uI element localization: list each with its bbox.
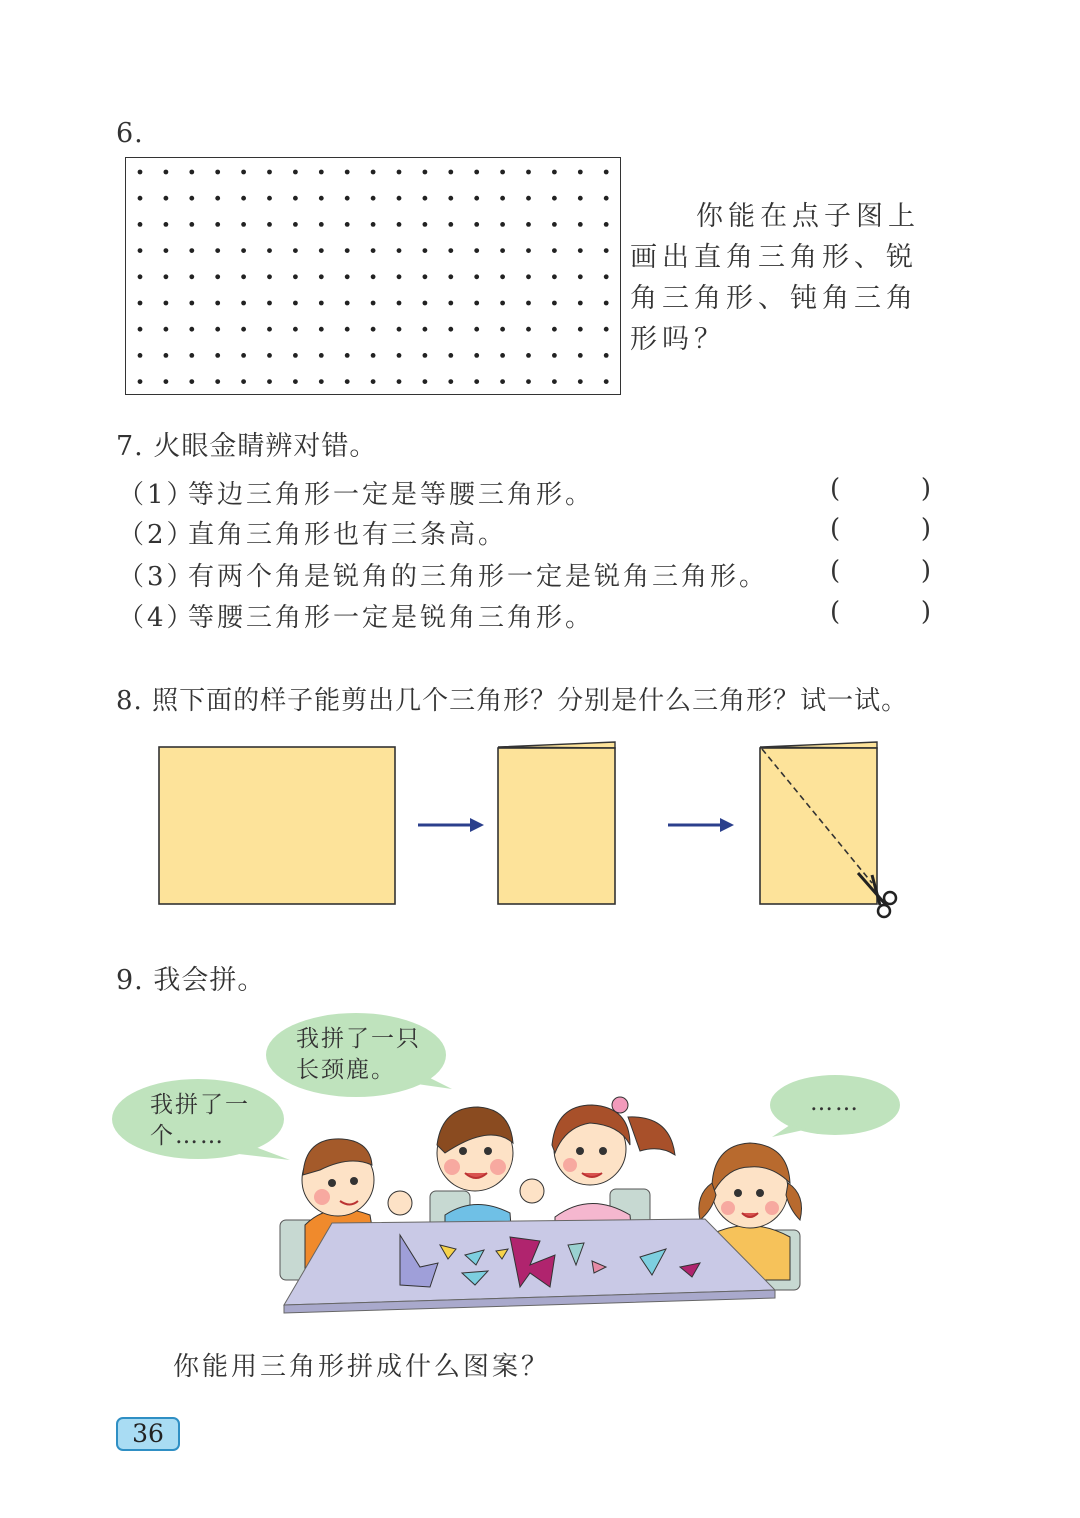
judge-item-2 bbox=[118, 514, 948, 552]
grid-dot bbox=[526, 170, 531, 175]
grid-dot bbox=[293, 222, 298, 227]
grid-dot bbox=[189, 222, 194, 227]
grid-dot bbox=[215, 274, 220, 279]
grid-dot bbox=[448, 379, 453, 384]
grid-dot bbox=[345, 170, 350, 175]
grid-dot bbox=[578, 222, 583, 227]
arrow-icon bbox=[668, 818, 734, 832]
grid-dot bbox=[474, 327, 479, 332]
grid-dot bbox=[474, 301, 479, 306]
grid-dot bbox=[241, 327, 246, 332]
grid-dot bbox=[500, 274, 505, 279]
grid-dot bbox=[293, 327, 298, 332]
grid-dot bbox=[500, 248, 505, 253]
grid-dot bbox=[552, 379, 557, 384]
question-8-title: 8. 照下面的样子能剪出几个三角形？分别是什么三角形？试一试。 bbox=[116, 686, 909, 716]
grid-dot bbox=[164, 379, 169, 384]
grid-dot bbox=[241, 274, 246, 279]
paper-fold-illustration bbox=[150, 735, 930, 925]
grid-dot bbox=[371, 353, 376, 358]
grid-dot bbox=[552, 301, 557, 306]
grid-dot bbox=[474, 379, 479, 384]
grid-dot bbox=[604, 379, 609, 384]
grid-dot bbox=[371, 170, 376, 175]
grid-dot bbox=[215, 301, 220, 306]
grid-dot bbox=[448, 222, 453, 227]
grid-dot bbox=[164, 353, 169, 358]
judge-item-2-text: 直角三角形也有三条高。 bbox=[188, 520, 508, 550]
paren-open: ( bbox=[830, 474, 844, 504]
grid-dot bbox=[604, 196, 609, 201]
paren-open: ( bbox=[830, 597, 844, 627]
grid-dot bbox=[319, 222, 324, 227]
grid-dot bbox=[293, 196, 298, 201]
grid-dot bbox=[319, 170, 324, 175]
grid-dot bbox=[448, 170, 453, 175]
grid-dot bbox=[604, 301, 609, 306]
grid-dot bbox=[604, 274, 609, 279]
grid-dot bbox=[474, 353, 479, 358]
grid-dot bbox=[423, 170, 428, 175]
grid-dot bbox=[423, 327, 428, 332]
question-6-number: 6. bbox=[116, 118, 144, 149]
grid-dot bbox=[526, 274, 531, 279]
folded-paper bbox=[498, 742, 615, 904]
grid-dot bbox=[552, 196, 557, 201]
grid-dot bbox=[448, 248, 453, 253]
grid-dot bbox=[267, 353, 272, 358]
grid-dot bbox=[319, 327, 324, 332]
grid-dot bbox=[293, 274, 298, 279]
grid-dot bbox=[526, 301, 531, 306]
grid-dot bbox=[578, 170, 583, 175]
grid-dot bbox=[552, 353, 557, 358]
grid-dot bbox=[604, 327, 609, 332]
grid-dot bbox=[293, 379, 298, 384]
grid-dot bbox=[319, 248, 324, 253]
girl-pink-shirt bbox=[552, 1097, 675, 1237]
grid-dot bbox=[241, 353, 246, 358]
grid-dot bbox=[345, 196, 350, 201]
grid-dot bbox=[267, 222, 272, 227]
grid-dot bbox=[604, 222, 609, 227]
grid-dot bbox=[423, 379, 428, 384]
grid-dot bbox=[423, 274, 428, 279]
grid-dot bbox=[293, 353, 298, 358]
grid-dot bbox=[215, 196, 220, 201]
grid-dot bbox=[371, 301, 376, 306]
grid-dot bbox=[138, 353, 143, 358]
grid-dot bbox=[241, 301, 246, 306]
grid-dot bbox=[578, 353, 583, 358]
grid-dot bbox=[215, 353, 220, 358]
grid-dot bbox=[552, 170, 557, 175]
grid-dot bbox=[448, 274, 453, 279]
bubble-middle-line-1: 我拼了一只 bbox=[296, 1026, 421, 1052]
grid-dot bbox=[189, 353, 194, 358]
grid-dot bbox=[138, 379, 143, 384]
q6-line-4: 形吗？ bbox=[630, 324, 726, 355]
grid-dot bbox=[397, 196, 402, 201]
question-9-prompt: 你能用三角形拼成什么图案？ bbox=[173, 1352, 551, 1382]
grid-dot bbox=[267, 379, 272, 384]
grid-dot bbox=[189, 248, 194, 253]
grid-dot bbox=[604, 248, 609, 253]
speech-bubble-middle-text bbox=[296, 1024, 421, 1086]
judge-item-3-number: （3） bbox=[118, 562, 196, 592]
grid-dot bbox=[500, 196, 505, 201]
grid-dot bbox=[215, 248, 220, 253]
grid-dot bbox=[345, 248, 350, 253]
speech-bubble-right-text: …… bbox=[810, 1090, 860, 1116]
question-9-title: 9. 我会拼。 bbox=[116, 965, 266, 996]
grid-dot bbox=[138, 274, 143, 279]
grid-dot bbox=[138, 301, 143, 306]
grid-dot bbox=[189, 170, 194, 175]
grid-dot bbox=[474, 274, 479, 279]
grid-dot bbox=[578, 274, 583, 279]
q6-line-2: 画出直角三角形、锐 bbox=[630, 242, 918, 273]
grid-dot bbox=[448, 301, 453, 306]
grid-dot bbox=[474, 222, 479, 227]
grid-dot bbox=[448, 353, 453, 358]
dot-grid bbox=[125, 157, 621, 395]
grid-dot bbox=[345, 274, 350, 279]
judge-item-4-text: 等腰三角形一定是锐角三角形。 bbox=[188, 603, 595, 633]
grid-dot bbox=[552, 274, 557, 279]
grid-dot bbox=[500, 353, 505, 358]
grid-dot bbox=[500, 301, 505, 306]
grid-dot bbox=[189, 327, 194, 332]
grid-dot bbox=[345, 222, 350, 227]
grid-dot bbox=[397, 327, 402, 332]
grid-dot bbox=[526, 379, 531, 384]
grid-dot bbox=[189, 274, 194, 279]
paren-close: ) bbox=[920, 556, 934, 586]
judge-item-2-answer-blank[interactable] bbox=[830, 514, 934, 544]
grid-dot bbox=[397, 379, 402, 384]
grid-dot bbox=[371, 274, 376, 279]
judge-item-4-number: （4） bbox=[118, 603, 196, 633]
grid-dot bbox=[319, 379, 324, 384]
grid-dot bbox=[215, 327, 220, 332]
grid-dot bbox=[552, 248, 557, 253]
grid-dot bbox=[604, 353, 609, 358]
paper-rectangle bbox=[159, 747, 395, 904]
judge-item-4 bbox=[118, 597, 948, 635]
grid-dot bbox=[189, 196, 194, 201]
grid-dot bbox=[267, 301, 272, 306]
grid-dot bbox=[397, 274, 402, 279]
question-7-title: 7. 火眼金睛辨对错。 bbox=[116, 431, 378, 462]
grid-dot bbox=[241, 248, 246, 253]
grid-dot bbox=[397, 353, 402, 358]
grid-dot bbox=[319, 353, 324, 358]
grid-dot bbox=[293, 170, 298, 175]
grid-dot bbox=[423, 196, 428, 201]
grid-dot bbox=[526, 222, 531, 227]
grid-dot bbox=[215, 170, 220, 175]
grid-dot bbox=[500, 327, 505, 332]
judge-item-1 bbox=[118, 474, 948, 512]
arrow-icon bbox=[418, 818, 484, 832]
grid-dot bbox=[189, 301, 194, 306]
paren-open: ( bbox=[830, 556, 844, 586]
grid-dot bbox=[215, 222, 220, 227]
grid-dot bbox=[138, 196, 143, 201]
dot-grid-svg bbox=[126, 158, 622, 396]
grid-dot bbox=[604, 170, 609, 175]
judge-item-1-number: （1） bbox=[118, 480, 196, 510]
grid-dot bbox=[189, 379, 194, 384]
grid-dot bbox=[138, 222, 143, 227]
grid-dot bbox=[423, 222, 428, 227]
bubble-left-line-1: 我拼了一 bbox=[150, 1092, 250, 1118]
judge-item-2-number: （2） bbox=[118, 520, 196, 550]
grid-dot bbox=[267, 170, 272, 175]
judge-item-4-answer-blank[interactable] bbox=[830, 597, 934, 627]
grid-dot bbox=[397, 222, 402, 227]
grid-dot bbox=[293, 301, 298, 306]
grid-dot bbox=[423, 248, 428, 253]
grid-dot bbox=[241, 379, 246, 384]
grid-dot bbox=[164, 170, 169, 175]
grid-dot bbox=[500, 170, 505, 175]
judge-item-3 bbox=[118, 556, 948, 594]
grid-dot bbox=[578, 248, 583, 253]
grid-dot bbox=[345, 379, 350, 384]
grid-dot bbox=[474, 248, 479, 253]
grid-dot bbox=[164, 248, 169, 253]
grid-dot bbox=[448, 196, 453, 201]
grid-dot bbox=[526, 196, 531, 201]
grid-dot bbox=[138, 170, 143, 175]
grid-dot bbox=[474, 170, 479, 175]
grid-dot bbox=[500, 379, 505, 384]
grid-dot bbox=[319, 301, 324, 306]
folded-paper-with-cut-line bbox=[760, 742, 877, 904]
grid-dot bbox=[164, 196, 169, 201]
grid-dot bbox=[293, 248, 298, 253]
grid-dot bbox=[267, 327, 272, 332]
grid-dot bbox=[138, 248, 143, 253]
grid-dot bbox=[371, 379, 376, 384]
grid-dot bbox=[138, 327, 143, 332]
grid-dot bbox=[500, 222, 505, 227]
grid-dot bbox=[526, 353, 531, 358]
grid-dot bbox=[319, 196, 324, 201]
grid-dot bbox=[241, 222, 246, 227]
judge-item-3-text: 有两个角是锐角的三角形一定是锐角三角形。 bbox=[188, 562, 769, 592]
grid-dot bbox=[578, 301, 583, 306]
grid-dot bbox=[397, 248, 402, 253]
grid-dot bbox=[164, 222, 169, 227]
grid-dot bbox=[552, 327, 557, 332]
grid-dot bbox=[267, 196, 272, 201]
grid-dot bbox=[267, 248, 272, 253]
grid-dot bbox=[164, 274, 169, 279]
grid-dot bbox=[345, 301, 350, 306]
bubble-left-line-2: 个…… bbox=[150, 1123, 225, 1149]
page-number-badge: 36 bbox=[116, 1417, 180, 1451]
grid-dot bbox=[423, 353, 428, 358]
grid-dot bbox=[215, 379, 220, 384]
grid-dot bbox=[448, 327, 453, 332]
grid-dot bbox=[371, 196, 376, 201]
grid-dot bbox=[423, 301, 428, 306]
grid-dot bbox=[526, 248, 531, 253]
grid-dot bbox=[526, 327, 531, 332]
grid-dot bbox=[371, 248, 376, 253]
grid-dot bbox=[267, 274, 272, 279]
grid-dot bbox=[319, 274, 324, 279]
q6-line-1: 你能在点子图上 bbox=[696, 201, 920, 232]
grid-dot bbox=[397, 170, 402, 175]
grid-dot bbox=[578, 196, 583, 201]
paren-close: ) bbox=[920, 474, 934, 504]
children-puzzle-illustration bbox=[100, 1005, 940, 1325]
grid-dot bbox=[241, 196, 246, 201]
judge-item-3-answer-blank[interactable] bbox=[830, 556, 934, 586]
question-6-text bbox=[630, 196, 930, 360]
q6-line-3: 角三角形、钝角三角 bbox=[630, 283, 918, 314]
grid-dot bbox=[345, 353, 350, 358]
grid-dot bbox=[345, 327, 350, 332]
grid-dot bbox=[164, 301, 169, 306]
paren-open: ( bbox=[830, 514, 844, 544]
paren-close: ) bbox=[920, 514, 934, 544]
grid-dot bbox=[164, 327, 169, 332]
grid-dot bbox=[241, 170, 246, 175]
bubble-middle-line-2: 长颈鹿。 bbox=[296, 1057, 396, 1083]
judge-item-1-answer-blank[interactable] bbox=[830, 474, 934, 504]
grid-dot bbox=[474, 196, 479, 201]
grid-dot bbox=[371, 327, 376, 332]
speech-bubble-left-text bbox=[150, 1090, 250, 1152]
grid-dot bbox=[371, 222, 376, 227]
grid-dot bbox=[578, 327, 583, 332]
grid-dot bbox=[552, 222, 557, 227]
grid-dot bbox=[397, 301, 402, 306]
boy-blue-shirt bbox=[437, 1107, 544, 1240]
judge-item-1-text: 等边三角形一定是等腰三角形。 bbox=[188, 480, 595, 510]
grid-dot bbox=[578, 379, 583, 384]
paren-close: ) bbox=[920, 597, 934, 627]
